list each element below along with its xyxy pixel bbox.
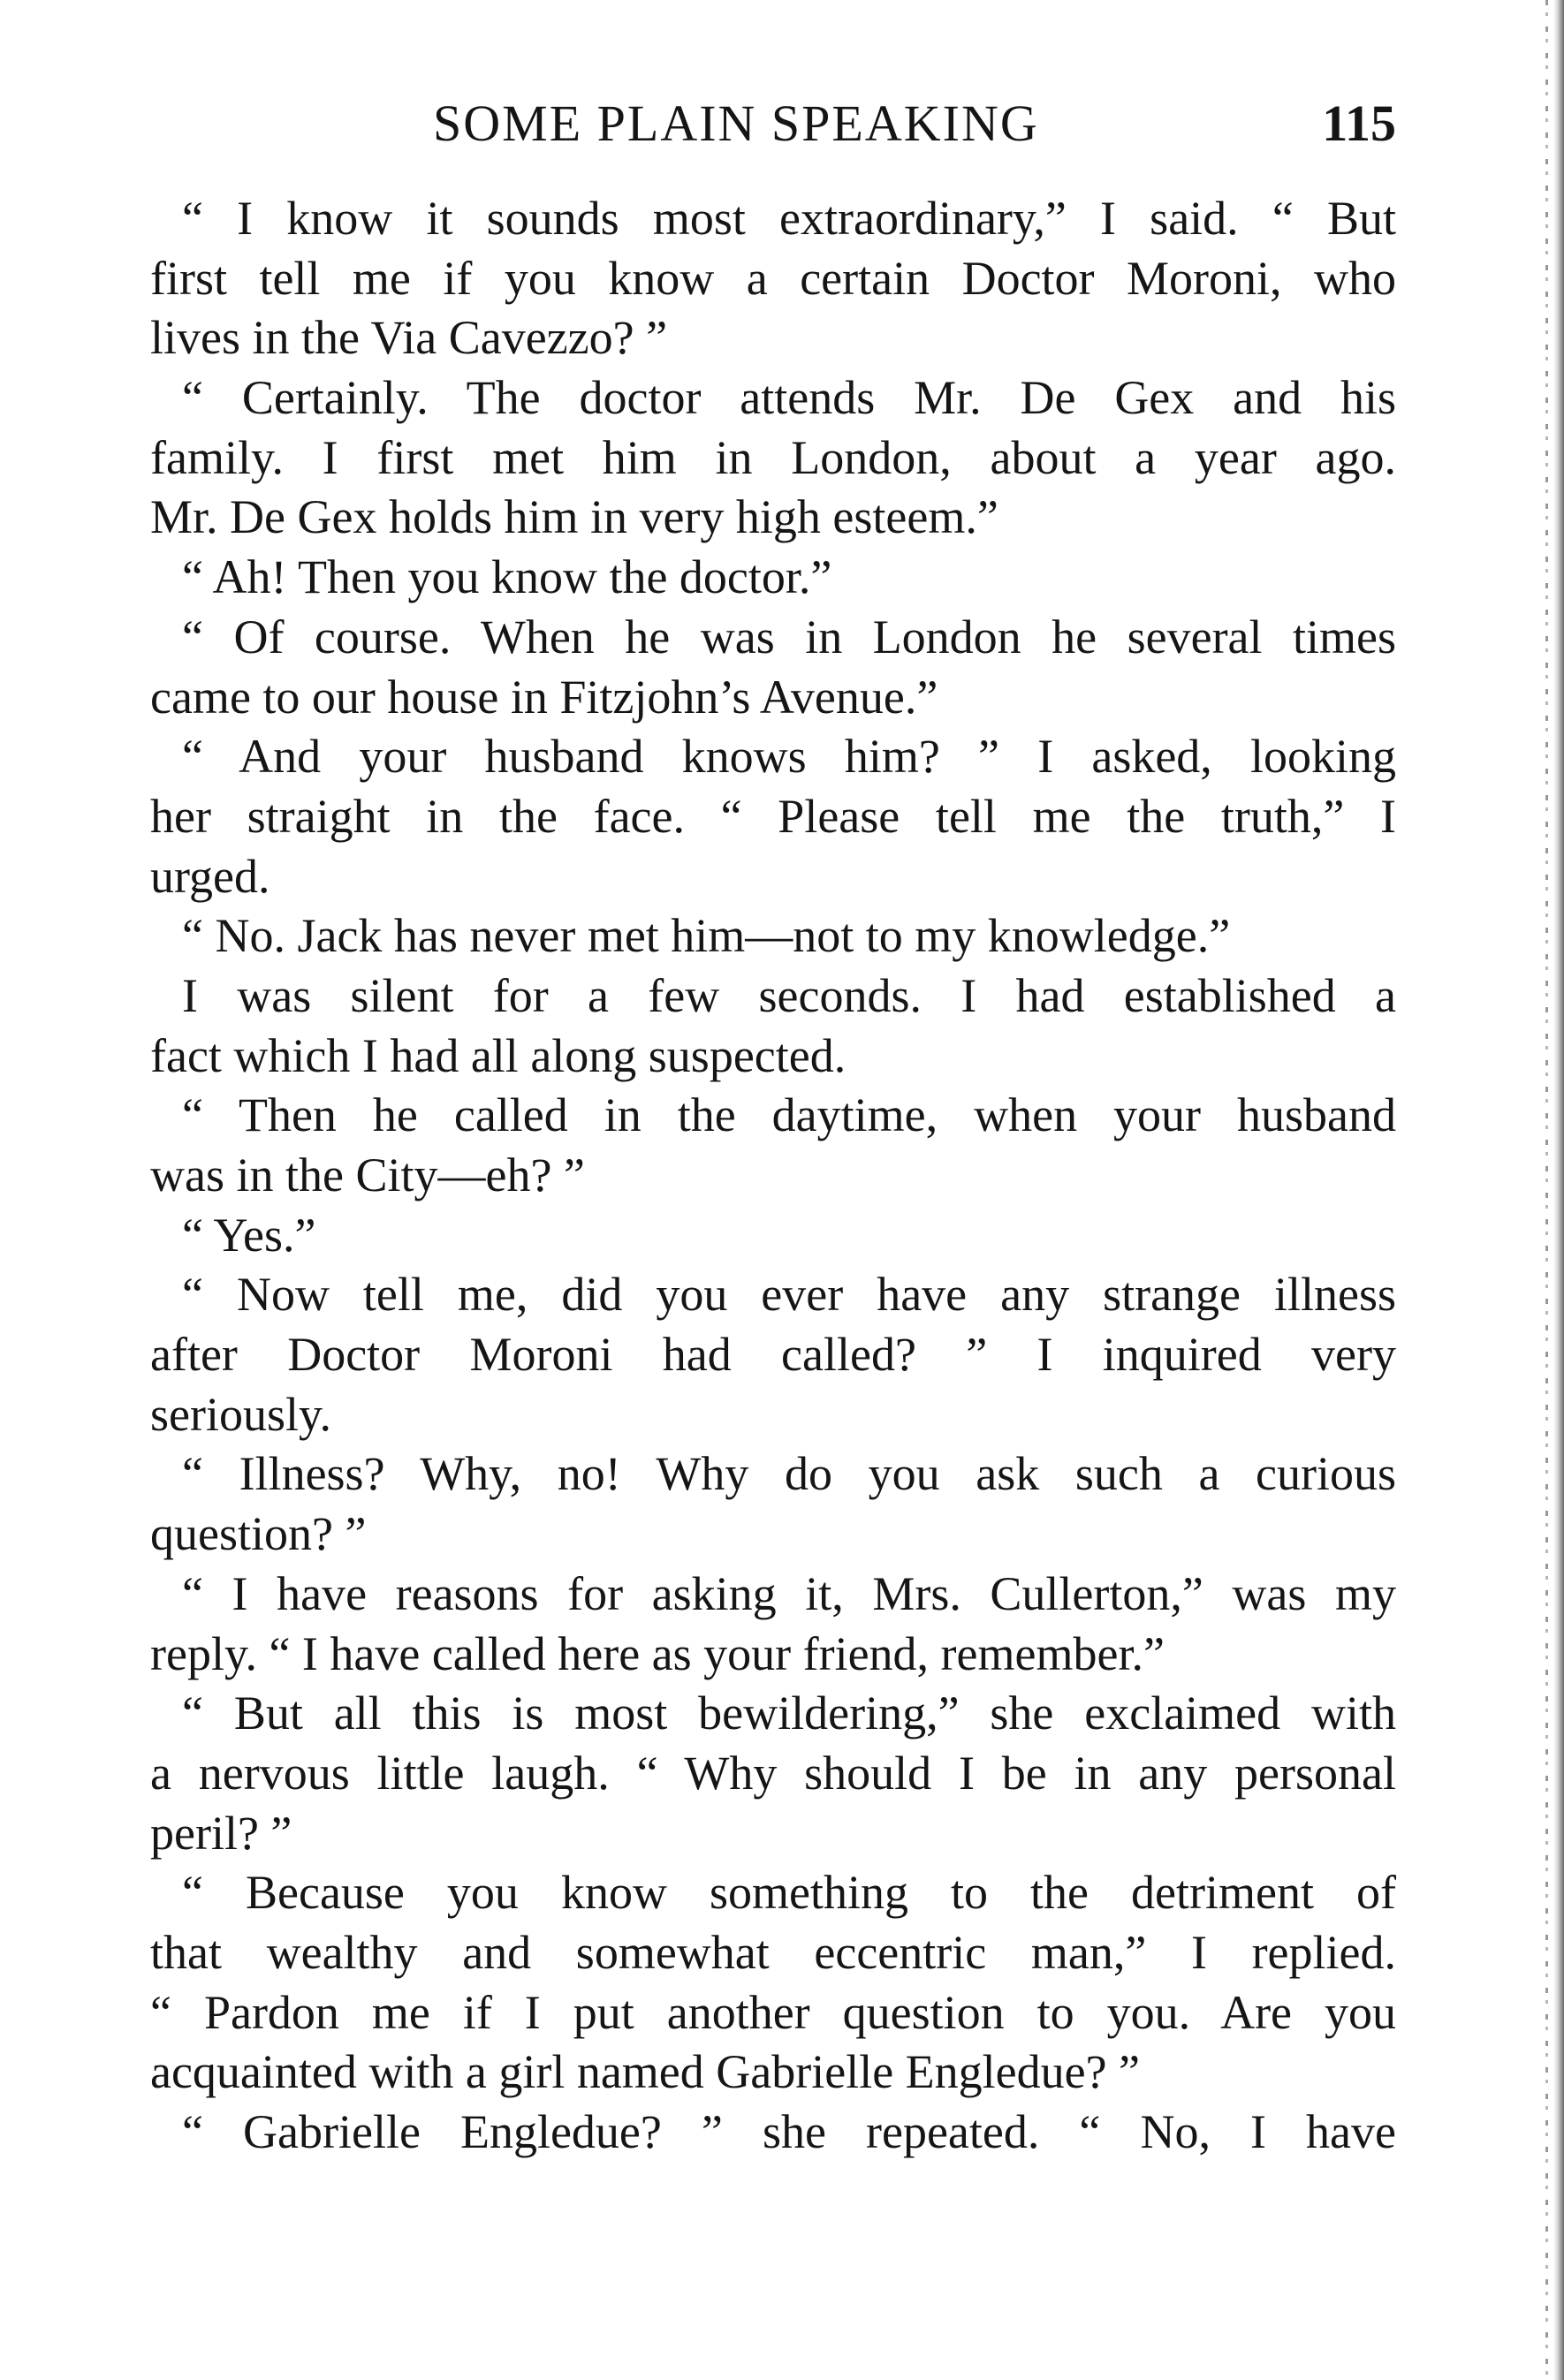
- running-title: SOME PLAIN SPEAKING: [433, 95, 1039, 152]
- binding-edge-shadow: [1553, 0, 1564, 2380]
- text-line: “ No. Jack has never met him—not to my knowledge.”: [182, 909, 1231, 963]
- text-line: “ But all this is most bewildering,” she exclaimed with: [182, 1686, 1396, 1740]
- text-line: “ Of course. When he was in London he several times: [182, 610, 1396, 663]
- text-line: reply. “ I have called here as your friend, remember.”: [150, 1626, 1165, 1680]
- text-line: “ Illness? Why, no! Why do you ask such a curious: [182, 1447, 1396, 1501]
- text-line: “ Then he called in the daytime, when your husband: [182, 1088, 1396, 1142]
- text-line: that wealthy and somewhat eccentric man,” I replied.: [150, 1925, 1396, 1979]
- running-head: [150, 88, 1396, 159]
- text-line: “ Certainly. The doctor attends Mr. De Gex and his: [182, 371, 1396, 425]
- text-line: her straight in the face. “ Please tell me the truth,” I: [150, 789, 1396, 843]
- text-line: first tell me if you know a certain Doctor Moroni, who: [150, 251, 1396, 305]
- text-line: “ I have reasons for asking it, Mrs. Cullerton,” was my: [182, 1566, 1396, 1620]
- page-number: 115: [1322, 95, 1396, 152]
- text-line: “ Gabrielle Engledue? ” she repeated. “ No, I have: [182, 2105, 1396, 2158]
- text-line: “ And your husband knows him? ” I asked, looking: [182, 730, 1396, 784]
- text-line: family. I first met him in London, about a year ago.: [150, 430, 1396, 484]
- text-line: after Doctor Moroni had called? ” I inquired very: [150, 1328, 1396, 1382]
- text-line: a nervous little laugh. “ Why should I be in any personal: [150, 1746, 1396, 1800]
- text-line: seriously.: [150, 1387, 331, 1441]
- text-line: urged.: [150, 849, 270, 903]
- text-line: was in the City—eh? ”: [150, 1148, 585, 1201]
- text-line: “ Now tell me, did you ever have any strange illness: [182, 1268, 1396, 1322]
- text-line: “ Because you know something to the detriment of: [182, 1866, 1396, 1920]
- text-line: Mr. De Gex holds him in very high esteem.”: [150, 490, 998, 544]
- text-line: fact which I had all along suspected.: [150, 1028, 847, 1082]
- body-text: [150, 189, 1396, 2163]
- text-line: acquainted with a girl named Gabrielle Engledue? ”: [150, 2045, 1141, 2099]
- text-line: question? ”: [150, 1507, 367, 1561]
- text-line: “ Ah! Then you know the doctor.”: [182, 550, 832, 604]
- text-line: came to our house in Fitzjohn’s Avenue.”: [150, 670, 938, 724]
- text-line: peril? ”: [150, 1806, 292, 1860]
- text-line: “ I know it sounds most extraordinary,” I said. “ But: [182, 192, 1396, 245]
- text-line: lives in the Via Cavezzo? ”: [150, 311, 668, 365]
- text-line: “ Yes.”: [182, 1208, 316, 1262]
- binding-edge-dots: [1545, 0, 1548, 2380]
- text-line: I was silent for a few seconds. I had established a: [182, 968, 1396, 1022]
- text-line: “ Pardon me if I put another question to you. Are you: [150, 1985, 1396, 2039]
